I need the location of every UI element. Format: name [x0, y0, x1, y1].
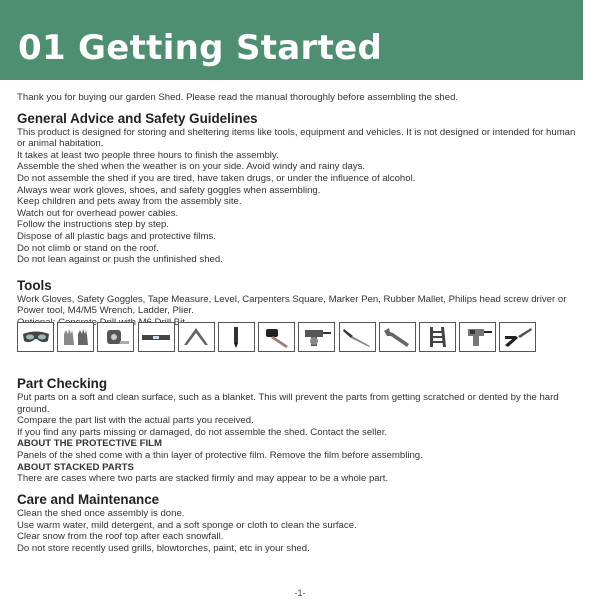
stacked-parts-heading: ABOUT STACKED PARTS: [17, 461, 134, 473]
power-drill-icon: [298, 322, 335, 352]
care-line: Clear snow from the roof top after each snowfall.: [17, 531, 224, 543]
plier-icon: [499, 322, 536, 352]
tool-icon-row: [17, 322, 583, 356]
care-section: [17, 491, 583, 554]
rubber-mallet-icon: [258, 322, 295, 352]
safety-list: [17, 127, 583, 266]
tools-heading: Tools: [17, 277, 52, 293]
page-title: 01 Getting Started: [18, 28, 383, 68]
safety-line: Watch out for overhead power cables.: [17, 207, 179, 219]
part-checking-line: Compare the part list with the actual parts you received.: [17, 415, 254, 427]
tape-measure-icon: [97, 322, 134, 352]
care-line: Do not store recently used grills, blowtorches, paint, etc in your shed.: [17, 542, 310, 554]
ladder-icon: [419, 322, 456, 352]
safety-heading: General Advice and Safety Guidelines: [17, 110, 258, 126]
section-header: [0, 0, 583, 80]
page-number: -1-: [294, 588, 306, 598]
safety-line: Always wear work gloves, shoes, and safety goggles when assembling.: [17, 184, 321, 196]
main-content: [17, 92, 583, 329]
part-checking-heading: Part Checking: [17, 376, 108, 391]
screwdriver-icon: [339, 322, 376, 352]
care-line: Clean the shed once assembly is done.: [17, 508, 185, 519]
care-heading: Care and Maintenance: [17, 492, 160, 507]
safety-line: Do not assemble the shed if you are tired, have taken drugs, or under the influence of alcohol.: [17, 172, 416, 184]
safety-line: This product is designed for storing and sheltering items like tools, equipment and vehicles. It is not designed or intended for human or animal habitation.: [17, 126, 576, 150]
intro-text: Thank you for buying our garden Shed. Please read the manual thoroughly before assembling the shed.: [17, 92, 459, 103]
safety-line: Keep children and pets away from the assembly site.: [17, 196, 242, 208]
part-checking-section: [17, 375, 583, 485]
care-line: Use warm water, mild detergent, and a soft sponge or cloth to clean the surface.: [17, 519, 357, 531]
safety-line: It takes at least two people three hours to finish the assembly.: [17, 149, 279, 161]
safety-line: Follow the instructions step by step.: [17, 219, 169, 231]
goggles-icon: [17, 322, 54, 352]
concrete-drill-icon: [459, 322, 496, 352]
wrench-icon: [379, 322, 416, 352]
part-checking-line: Put parts on a soft and clean surface, such as a blanket. This will prevent the parts from getting scratched or dented by the hard ground.: [17, 392, 559, 415]
safety-line: Dispose of all plastic bags and protective films.: [17, 230, 216, 242]
safety-line: Assemble the shed when the weather is on your side. Avoid windy and rainy days.: [17, 161, 366, 173]
protective-film-text: Panels of the shed come with a thin layer of protective film. Remove the film before assembling.: [17, 449, 423, 461]
safety-line: Do not lean against or push the unfinished shed.: [17, 254, 223, 266]
stacked-parts-text: There are cases where two parts are stacked firmly and may appear to be a whole part.: [17, 473, 389, 485]
protective-film-heading: ABOUT THE PROTECTIVE FILM: [17, 438, 162, 450]
part-checking-line: If you find any parts missing or damaged, do not assemble the shed. Contact the seller.: [17, 426, 388, 438]
safety-line: Do not climb or stand on the roof.: [17, 242, 159, 254]
carpenters-square-icon: [178, 322, 215, 352]
tools-list: Work Gloves, Safety Goggles, Tape Measure, Level, Carpenters Square, Marker Pen, Rubber Mallet, Philips head screw driver or Power tool, M4/M5 Wrench, Ladder, Plier.: [17, 293, 567, 317]
level-icon: [138, 322, 175, 352]
gloves-icon: [57, 322, 94, 352]
marker-pen-icon: [218, 322, 255, 352]
